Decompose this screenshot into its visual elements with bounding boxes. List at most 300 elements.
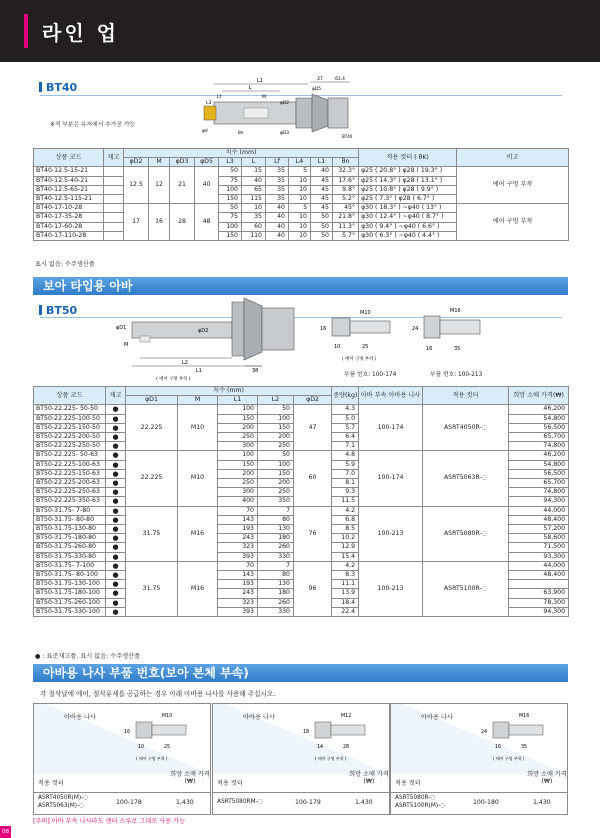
dim-m: 16 xyxy=(149,204,170,241)
weight: 15.4 xyxy=(332,552,359,561)
dim-l1: 250 xyxy=(218,433,258,442)
dim-d3: 28 xyxy=(170,204,195,241)
bt50-col-dims: 치수 (mm) xyxy=(126,387,332,396)
cutter-item: ASRT4050R(M)-◌ xyxy=(38,795,89,801)
stock-dot: ● xyxy=(106,571,126,580)
section-boring-arbor-band: 보아 타입용 아바 xyxy=(33,277,568,295)
dim-l2: 150 xyxy=(258,423,294,432)
bt50-col-l1: L1 xyxy=(218,396,258,405)
dim-l1: 323 xyxy=(218,543,258,552)
price: 74,800 xyxy=(509,442,569,451)
dim-theta: 32.3° xyxy=(333,167,359,176)
price: 54,800 xyxy=(509,414,569,423)
dim-l2: 330 xyxy=(258,607,294,616)
cutter: φ30 ( 9.4° ) ~φ40 ( 6.6° ) xyxy=(359,222,457,231)
dim-l2: 80 xyxy=(258,571,294,580)
dim-l1: 200 xyxy=(218,469,258,478)
bt50-col-price: 희망 소매 가격(₩) xyxy=(509,387,569,405)
dim-theta: 21.8° xyxy=(333,213,359,222)
bt50-col-screw: 아바 부속 아바용 나사 xyxy=(359,387,423,405)
price: 93,300 xyxy=(509,552,569,561)
svg-text:14: 14 xyxy=(317,745,324,750)
dim-l1: 300 xyxy=(218,442,258,451)
svg-text:10: 10 xyxy=(138,745,145,750)
dim-l3: 100 xyxy=(219,222,242,231)
dim-d5: 48 xyxy=(195,204,219,241)
screw-part: 100-174 xyxy=(359,451,423,506)
dim-l3: 50 xyxy=(219,167,242,176)
svg-text:θn: θn xyxy=(238,131,244,136)
price: 56,500 xyxy=(509,469,569,478)
dim-l: 40 xyxy=(242,176,266,185)
product-code: BT50-31.75- 80-80 xyxy=(34,515,106,524)
screw-part: 100-174 xyxy=(359,405,423,451)
svg-text:φD3: φD3 xyxy=(280,131,290,136)
stock-dot: ● xyxy=(106,433,126,442)
stock-cell xyxy=(104,222,124,231)
product-code: BT50-22.225- 50-63 xyxy=(34,451,106,460)
screw-drawing xyxy=(122,708,204,766)
dim-lf: 40 xyxy=(266,222,289,231)
bt50-col-d1: φD1 xyxy=(126,396,178,405)
screw-part-number: 100-179 xyxy=(295,799,321,806)
weight: 8.3 xyxy=(332,571,359,580)
caution-note: [주의] 아바 부속 나사라도 센터 스루로 그대로 사용 가능 xyxy=(33,818,186,825)
product-code: BT40-17-35-28 xyxy=(34,213,104,222)
screw-label: 아바용 나사 xyxy=(64,714,96,721)
cutter: ASRT5080R-◌ xyxy=(423,506,509,561)
dim-lf: 35 xyxy=(266,176,289,185)
section-arbor-screw-band: 아바용 나사 부품 번호(보아 본체 부속) xyxy=(33,664,568,682)
dim-l1: 100 xyxy=(218,451,258,460)
stock-dot: ● xyxy=(106,506,126,515)
dim-lf: 40 xyxy=(266,231,289,240)
weight: 4.3 xyxy=(332,405,359,414)
price-label: 희망 소매 가격(₩) xyxy=(349,771,389,785)
dim-l2: 50 xyxy=(258,451,294,460)
dim-theta: 5.2° xyxy=(333,195,359,204)
dim-theta: 5.7° xyxy=(333,231,359,240)
dim-l1: 50 xyxy=(311,231,333,240)
price: 94,300 xyxy=(509,497,569,506)
dim-l1: 200 xyxy=(218,423,258,432)
dim-l3: 150 xyxy=(219,195,242,204)
product-code: BT40-17-110-28 xyxy=(34,231,104,240)
dim-d2: 12.5 xyxy=(124,167,149,204)
dim-l1: 250 xyxy=(218,479,258,488)
cutter-item: ASRT5080RM-◌ xyxy=(217,799,263,805)
product-code: BT50-31.75-260-100 xyxy=(34,598,106,607)
svg-text:L3: L3 xyxy=(206,101,212,106)
bt50-col-l2: L2 xyxy=(258,396,294,405)
stock-dot: ● xyxy=(106,414,126,423)
table-row xyxy=(34,451,569,460)
svg-text:M12: M12 xyxy=(341,714,352,719)
product-code: BT50-22.225-250-63 xyxy=(34,488,106,497)
cutter-item: ASRT5080R-◌ xyxy=(395,795,436,801)
dim-d2: 60 xyxy=(294,451,332,506)
bt40-col-m: M xyxy=(149,158,170,167)
weight: 5.9 xyxy=(332,460,359,469)
bt50-col-d2: φD2 xyxy=(294,396,332,405)
product-code: BT50-22.225-200-63 xyxy=(34,479,106,488)
screw-part-panel xyxy=(390,703,568,815)
dim-l1: 45 xyxy=(311,185,333,194)
dim-l4: 5 xyxy=(289,167,311,176)
bt50-col-code: 상품 코드 xyxy=(34,387,106,405)
weight: 11.5 xyxy=(332,497,359,506)
weight: 6.4 xyxy=(332,433,359,442)
screw-price: 1,430 xyxy=(533,799,551,806)
bt50-footnote: ● : 표준재고품. 표시 없음: 수주생산품 xyxy=(35,653,141,660)
screw-part-panel xyxy=(212,703,390,815)
dim-l1: 393 xyxy=(218,607,258,616)
price: 65,700 xyxy=(509,433,569,442)
dim-m: M10 xyxy=(178,405,218,451)
svg-text:25: 25 xyxy=(362,344,369,350)
bt50-col-weight: 중량(kg) xyxy=(332,387,359,405)
screw-drawing xyxy=(301,708,383,766)
dim-l2: 100 xyxy=(258,460,294,469)
svg-text:L: L xyxy=(248,85,252,91)
stock-dot: ● xyxy=(106,534,126,543)
price: 44,000 xyxy=(509,561,569,570)
dim-theta: 9.8° xyxy=(333,185,359,194)
bt40-col-d2: φD2 xyxy=(124,158,149,167)
product-code: BT40-12.5-65-21 xyxy=(34,185,104,194)
stock-dot: ● xyxy=(106,451,126,460)
product-code: BT50-22.225-200-50 xyxy=(34,433,106,442)
bt40-col-l1: L1 xyxy=(311,158,333,167)
stock-dot: ● xyxy=(106,561,126,570)
dim-l4: 10 xyxy=(289,195,311,204)
stock-dot: ● xyxy=(106,497,126,506)
dim-l2: 250 xyxy=(258,442,294,451)
dim-l2: 130 xyxy=(258,525,294,534)
dim-m: M16 xyxy=(178,561,218,616)
product-code: BT40-12.5-40-21 xyxy=(34,176,104,185)
dim-l4: 10 xyxy=(289,231,311,240)
price: 48,400 xyxy=(509,571,569,580)
stock-dot: ● xyxy=(106,479,126,488)
dim-l1: 243 xyxy=(218,589,258,598)
dim-l1: 143 xyxy=(218,515,258,524)
dim-d5: 40 xyxy=(195,167,219,204)
dim-l2: 250 xyxy=(258,488,294,497)
weight: 8.5 xyxy=(332,525,359,534)
dim-lf: 40 xyxy=(266,204,289,213)
dim-l2: 330 xyxy=(258,552,294,561)
stock-dot: ● xyxy=(106,405,126,414)
screw-label: 아바용 나사 xyxy=(421,714,453,721)
svg-text:16: 16 xyxy=(495,745,502,750)
bt40-col-d5: φD5 xyxy=(195,158,219,167)
svg-text:24: 24 xyxy=(481,730,488,735)
dim-l3: 75 xyxy=(219,176,242,185)
product-code: BT40-12.5-15-21 xyxy=(34,167,104,176)
dim-l1: 143 xyxy=(218,571,258,580)
weight: 4.2 xyxy=(332,506,359,515)
dim-l1: 100 xyxy=(218,405,258,414)
arbor-screw-parts xyxy=(33,703,568,815)
bt40-table-body xyxy=(34,167,569,241)
dim-l1: 400 xyxy=(218,497,258,506)
bt40-col-cutter: 적용 컷터 ( θK) xyxy=(359,149,457,167)
weight: 5.7 xyxy=(332,423,359,432)
dim-l4: 10 xyxy=(289,185,311,194)
weight: 18.4 xyxy=(332,598,359,607)
cutter: ASRT5100R-◌ xyxy=(423,561,509,616)
product-code: BT50-22.225-350-63 xyxy=(34,497,106,506)
svg-text:φD2: φD2 xyxy=(280,101,290,106)
cutter: φ25 ( 7.3° ) φ28 ( 6.7° ) xyxy=(359,195,457,204)
svg-text:( 에어 구멍 부착 ): ( 에어 구멍 부착 ) xyxy=(493,756,525,761)
weight: 10.2 xyxy=(332,534,359,543)
dim-l1: 45 xyxy=(311,195,333,204)
table-row xyxy=(34,204,569,213)
stock-dot: ● xyxy=(106,543,126,552)
weight: 6.8 xyxy=(332,515,359,524)
remark: 에어 구멍 부착 xyxy=(457,167,569,204)
price: 44,000 xyxy=(509,506,569,515)
cutter: ASRT4050R-◌ xyxy=(423,405,509,451)
svg-text:M: M xyxy=(262,95,266,100)
bt50-table-body xyxy=(34,405,569,617)
dim-l: 110 xyxy=(242,231,266,240)
svg-text:M16: M16 xyxy=(519,714,530,719)
product-code: BT50-22.225-100-63 xyxy=(34,460,106,469)
product-code: BT50-22.225- 50-50 xyxy=(34,405,106,414)
product-code: BT50-31.75-330-100 xyxy=(34,607,106,616)
dim-l1: 193 xyxy=(218,525,258,534)
dim-l3: 100 xyxy=(219,185,242,194)
screw-part-panel xyxy=(33,703,211,815)
dim-l2: 7 xyxy=(258,561,294,570)
panel-divider xyxy=(34,792,210,793)
bt50-screw-m16 xyxy=(408,304,488,370)
svg-text:28: 28 xyxy=(343,745,350,750)
bt50-col-stock: 재고 xyxy=(106,387,126,405)
svg-text:10: 10 xyxy=(334,344,341,350)
dim-m: M10 xyxy=(178,451,218,506)
product-code: BT40-12.5-115-21 xyxy=(34,195,104,204)
weight: 5.0 xyxy=(332,414,359,423)
price: 46,200 xyxy=(509,451,569,460)
stock-dot: ● xyxy=(106,469,126,478)
dim-l2: 200 xyxy=(258,479,294,488)
dim-l2: 7 xyxy=(258,506,294,515)
price: 94,300 xyxy=(509,607,569,616)
bt40-col-l3: L3 xyxy=(219,158,242,167)
dim-l1: 150 xyxy=(218,414,258,423)
bt40-footnote: 표시 없음: 수주생산품 xyxy=(35,261,95,268)
title-banner xyxy=(0,0,600,62)
screw-part-number: 100-180 xyxy=(473,799,499,806)
bt40-diagram-note: ※적 부분은 유저에서 추가공 가능 xyxy=(50,122,136,128)
dim-l1: 50 xyxy=(311,222,333,231)
svg-text:25: 25 xyxy=(164,745,171,750)
svg-text:16: 16 xyxy=(426,346,433,352)
dim-l1: 70 xyxy=(218,561,258,570)
product-code: BT50-31.75-180-80 xyxy=(34,534,106,543)
product-code: BT50-31.75-260-80 xyxy=(34,543,106,552)
dim-l3: 75 xyxy=(219,213,242,222)
product-code: BT50-31.75- 80-100 xyxy=(34,571,106,580)
dim-d1: 22.225 xyxy=(126,405,178,451)
dim-l: 10 xyxy=(242,204,266,213)
table-row xyxy=(34,405,569,414)
dim-l1: 45 xyxy=(311,176,333,185)
dim-d2: 76 xyxy=(294,506,332,561)
stock-dot: ● xyxy=(106,442,126,451)
svg-text:27: 27 xyxy=(317,77,323,82)
svg-text:( 에어 구멍 부착 ): ( 에어 구멍 부착 ) xyxy=(136,756,168,761)
cutter: φ30 ( 6.3° ) ~φ40 ( 4.4° ) xyxy=(359,231,457,240)
bt40-col-dims: 치수 (mm) xyxy=(124,149,359,158)
dim-l2: 100 xyxy=(258,414,294,423)
price: 57,200 xyxy=(509,525,569,534)
cutter: φ30 ( 18.3° ) ~φ40 ( 13° ) xyxy=(359,204,457,213)
dim-l2: 150 xyxy=(258,469,294,478)
dim-lf: 35 xyxy=(266,167,289,176)
price: 46,200 xyxy=(509,405,569,414)
dim-l4: 10 xyxy=(289,176,311,185)
price: 54,800 xyxy=(509,460,569,469)
dim-d1: 31.75 xyxy=(126,506,178,561)
stock-dot: ● xyxy=(106,525,126,534)
bt40-drawing xyxy=(200,74,370,142)
cutter: φ30 ( 12.4° ) ~φ40 ( 8.7° ) xyxy=(359,213,457,222)
svg-text:16: 16 xyxy=(320,326,327,332)
dim-d2: 17 xyxy=(124,204,149,241)
dim-l1: 150 xyxy=(218,460,258,469)
product-code: BT50-22.225-100-50 xyxy=(34,414,106,423)
dim-lf: 35 xyxy=(266,185,289,194)
weight: 12.9 xyxy=(332,543,359,552)
dim-theta: 45° xyxy=(333,204,359,213)
dim-l4: 10 xyxy=(289,213,311,222)
bt40-col-stock: 재고 xyxy=(104,149,124,167)
dim-l1: 193 xyxy=(218,580,258,589)
price: 63,900 xyxy=(509,589,569,598)
svg-text:16: 16 xyxy=(124,730,131,735)
product-code: BT50-31.75- 7-80 xyxy=(34,506,106,515)
screw-part: 100-213 xyxy=(359,506,423,561)
table-row xyxy=(34,561,569,570)
dim-l4: 10 xyxy=(289,222,311,231)
weight: 9.3 xyxy=(332,488,359,497)
cutter-label: 적용 컷터 xyxy=(38,780,64,787)
cutter-label: 적용 컷터 xyxy=(395,780,421,787)
bt40-col-l4: L4 xyxy=(289,158,311,167)
dim-l1: 393 xyxy=(218,552,258,561)
dim-l1: 243 xyxy=(218,534,258,543)
page-number: 08 xyxy=(0,826,11,838)
stock-cell xyxy=(104,167,124,176)
dim-l2: 180 xyxy=(258,534,294,543)
dim-l2: 350 xyxy=(258,497,294,506)
svg-text:( 에어 구멍 부착 ): ( 에어 구멍 부착 ) xyxy=(156,377,191,382)
dim-l1: 50 xyxy=(311,213,333,222)
bt40-spec-table xyxy=(33,148,569,241)
stock-cell xyxy=(104,176,124,185)
dim-d2: 47 xyxy=(294,405,332,451)
dim-l: 65 xyxy=(242,185,266,194)
svg-text:L1: L1 xyxy=(196,368,202,374)
table-row xyxy=(34,167,569,176)
stock-cell xyxy=(104,195,124,204)
dim-l: 60 xyxy=(242,222,266,231)
dim-l2: 260 xyxy=(258,543,294,552)
price: 78,300 xyxy=(509,598,569,607)
dim-l1: 45 xyxy=(311,204,333,213)
svg-text:35: 35 xyxy=(521,745,528,750)
stock-cell xyxy=(104,231,124,240)
cutter-item: ASRT5100R(M)-◌ xyxy=(395,802,446,809)
svg-text:24: 24 xyxy=(412,326,419,332)
bt40-heading: BT40 xyxy=(39,81,77,94)
weight: 13.9 xyxy=(332,589,359,598)
stock-dot: ● xyxy=(106,580,126,589)
dim-l2: 200 xyxy=(258,433,294,442)
bt40-col-l: L xyxy=(242,158,266,167)
price: 56,500 xyxy=(509,423,569,432)
product-code: BT40-17-60-28 xyxy=(34,222,104,231)
stock-dot: ● xyxy=(106,488,126,497)
stock-cell xyxy=(104,213,124,222)
price-label: 희망 소매 가격(₩) xyxy=(527,771,567,785)
stock-cell xyxy=(104,185,124,194)
bt50-drawing xyxy=(112,296,308,382)
screw-drawing xyxy=(479,708,561,766)
cutter-item: ASRT5063(M)-◌ xyxy=(38,802,85,809)
product-code: BT50-31.75-130-100 xyxy=(34,580,106,589)
weight: 7.1 xyxy=(332,442,359,451)
product-code: BT40-17-10-28 xyxy=(34,204,104,213)
dim-d1: 31.75 xyxy=(126,561,178,616)
dim-l2: 80 xyxy=(258,515,294,524)
svg-text:φD2: φD2 xyxy=(198,328,209,334)
price: 74,800 xyxy=(509,488,569,497)
dim-m: 12 xyxy=(149,167,170,204)
stock-dot: ● xyxy=(106,515,126,524)
dim-l4: 5 xyxy=(289,204,311,213)
screw-part-number: 100-178 xyxy=(116,799,142,806)
svg-text:M: M xyxy=(124,342,129,348)
weight: 22.4 xyxy=(332,607,359,616)
stock-dot: ● xyxy=(106,460,126,469)
weight: 4.2 xyxy=(332,561,359,570)
stock-dot: ● xyxy=(106,589,126,598)
product-code: BT50-31.75-330-80 xyxy=(34,552,106,561)
bt50-col-cutter: 적용 컷터 xyxy=(423,387,509,405)
stock-dot: ● xyxy=(106,423,126,432)
weight: 7.0 xyxy=(332,469,359,478)
accent-bar xyxy=(24,14,28,48)
bt50-col-m: M xyxy=(178,396,218,405)
dim-d1: 22.225 xyxy=(126,451,178,506)
stock-dot: ● xyxy=(106,607,126,616)
product-code: BT50-31.75- 7-100 xyxy=(34,561,106,570)
svg-text:18: 18 xyxy=(303,730,310,735)
svg-text:( 에어 구멍 부착 ): ( 에어 구멍 부착 ) xyxy=(342,357,377,362)
svg-text:Lf: Lf xyxy=(217,95,222,100)
svg-text:38: 38 xyxy=(252,368,259,374)
product-code: BT50-22.225-250-50 xyxy=(34,442,106,451)
dim-d3: 21 xyxy=(170,167,195,204)
panel-divider xyxy=(213,792,389,793)
svg-text:M10: M10 xyxy=(360,310,371,316)
